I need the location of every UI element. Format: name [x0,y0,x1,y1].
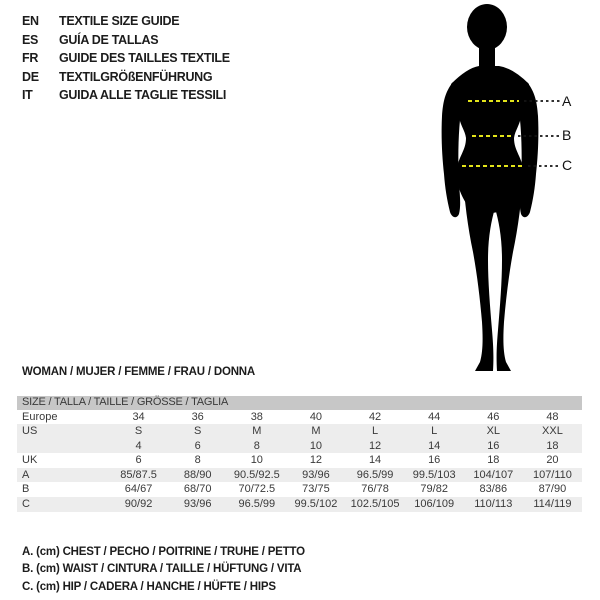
size-cell: 20 [546,454,559,467]
language-code: IT [22,88,33,103]
size-cell: L [431,425,438,438]
size-cell: 10 [250,454,263,467]
size-cell: 90.5/92.5 [233,468,280,481]
size-cell: 73/75 [302,483,330,496]
size-cell: L [372,425,379,438]
language-label: GUIDE DES TAILLES TEXTILE [59,51,230,66]
table-row [17,410,582,425]
size-cell: 6 [194,439,201,452]
language-code: FR [22,51,39,66]
row-label: Europe [22,410,58,423]
size-cell: 70/72.5 [238,483,276,496]
size-cell: 114/119 [533,498,572,511]
language-row-fr [22,49,230,68]
size-cell: 14 [368,454,382,467]
table-row [17,497,582,512]
size-cell: 79/82 [420,483,448,496]
silhouette-body [442,4,539,371]
size-cell: 90/92 [124,498,153,511]
language-row-en [22,12,230,31]
size-cell: 110/113 [474,498,513,511]
woman-silhouette [415,0,585,375]
language-label: TEXTILE SIZE GUIDE [59,14,180,28]
table-row [17,453,582,468]
size-cell: M [311,425,321,438]
table-row [17,482,582,497]
size-cell: 76/78 [361,483,389,496]
table-row [17,468,582,483]
size-cell: 44 [428,410,441,423]
size-cell: 42 [368,410,382,423]
table-row [17,424,582,439]
size-table [17,396,582,512]
size-table-body [17,410,582,512]
size-cell: 68/70 [183,483,212,496]
table-header: SIZE / TALLA / TAILLE / GRÖSSE / TAGLIA [17,396,582,410]
table-header-row [17,396,582,410]
size-cell: 12 [368,439,382,452]
size-cell: 93/96 [302,468,330,481]
size-cell: 38 [250,410,263,423]
legend-waist: B. (cm) WAIST / CINTURA / TAILLE / HÜFTUNG / VITA [22,563,302,576]
size-cell: 99.5/102 [294,498,338,511]
row-label: UK [22,454,38,467]
size-cell: 64/67 [124,483,153,496]
size-cell: XXL [542,425,563,438]
size-cell: 16 [487,439,500,452]
size-cell: 36 [191,410,204,423]
section-title: WOMAN / MUJER / FEMME / FRAU / DONNA [22,366,256,378]
size-cell: 88/90 [183,468,212,481]
size-cell: 104/107 [473,468,514,481]
size-cell: 96.5/99 [356,468,394,481]
language-row-es [22,31,230,50]
size-cell: S [134,425,143,438]
size-cell: S [194,425,202,438]
size-cell: 18 [487,454,500,467]
row-label [17,439,109,454]
size-cell: 107/110 [532,468,572,481]
size-cell: 18 [546,439,559,452]
size-cell: 46 [487,410,500,423]
size-cell: 8 [194,454,201,467]
legend-hip: C. (cm) HIP / CADERA / HANCHE / HÜFTE / HIPS [22,580,276,593]
size-cell: 96.5/99 [238,498,276,511]
measurement-legend [22,544,305,596]
chest-label: A [562,93,572,109]
language-label: GUÍA DE TALLAS [59,32,159,47]
size-cell: 12 [309,454,323,467]
size-cell: 10 [309,439,323,452]
size-cell: M [252,425,262,438]
size-cell: 99.5/103 [412,468,456,481]
size-cell: 93/96 [183,498,212,511]
size-cell: 14 [428,439,441,452]
size-cell: 6 [135,454,142,467]
language-label: TEXTILGRÖßENFÜHRUNG [59,69,213,84]
size-cell: 102.5/105 [350,498,400,511]
row-label: B [22,483,30,496]
size-cell: 83/86 [479,483,508,496]
row-label: C [22,498,30,511]
language-code: EN [22,14,39,28]
size-cell: 8 [253,439,260,452]
row-label: A [22,468,30,481]
size-cell: 34 [132,410,145,423]
hip-label: C [562,157,573,173]
size-cell: 85/87.5 [120,468,157,481]
size-cell: 48 [546,410,559,423]
row-label: US [22,425,38,438]
language-row-it [22,86,230,105]
size-cell: XL [486,425,501,438]
language-list [22,12,230,105]
waist-label: B [562,127,572,143]
size-cell: 4 [135,439,142,452]
language-label: GUIDA ALLE TAGLIE TESSILI [59,88,227,103]
language-code: ES [22,32,39,47]
size-cell: 16 [428,454,441,467]
size-cell: 40 [309,410,323,423]
legend-chest: A. (cm) CHEST / PECHO / POITRINE / TRUHE / PETTO [22,546,305,558]
size-cell: 87/90 [538,483,567,496]
language-code: DE [22,69,39,84]
table-row [17,439,582,454]
language-row-de [22,68,230,87]
size-cell: 106/109 [414,498,455,511]
